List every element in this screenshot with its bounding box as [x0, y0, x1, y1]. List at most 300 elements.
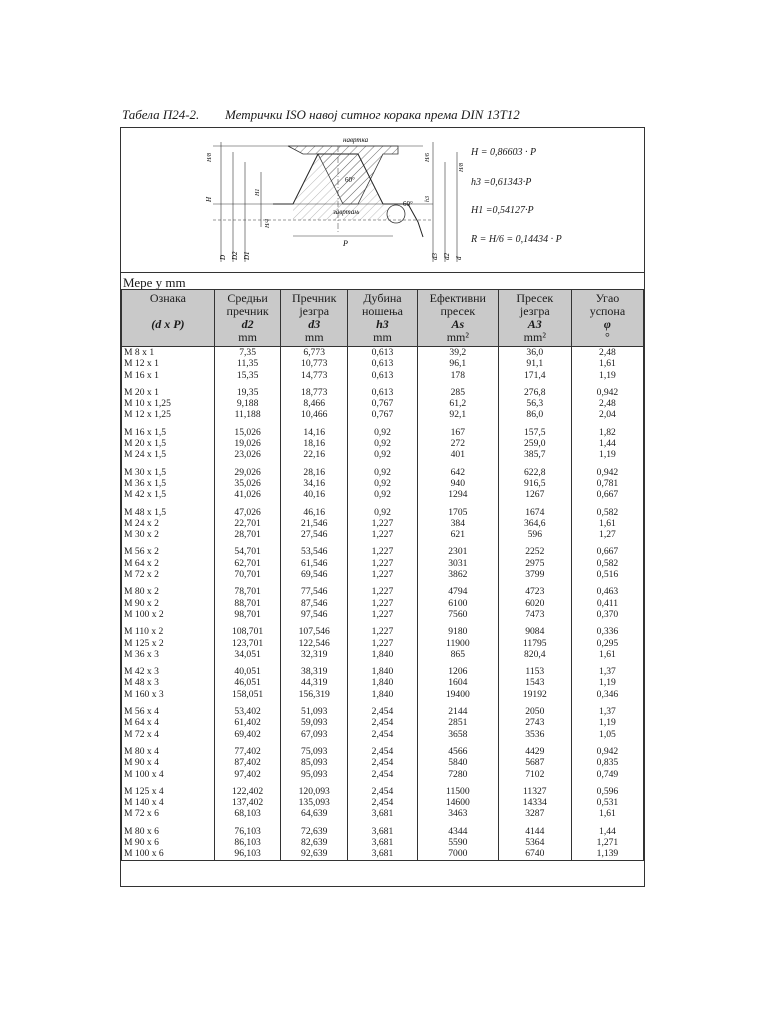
table-cell: 96,1	[417, 358, 498, 369]
header-unit: mm	[304, 330, 324, 344]
header-t1: Ефективни	[429, 291, 486, 305]
table-row	[122, 689, 644, 700]
table-cell: 85,093	[281, 757, 348, 768]
table-cell: 47,026	[214, 501, 281, 518]
table-cell: 0,942	[571, 461, 643, 478]
table-cell: 1,227	[348, 558, 418, 569]
angle-label-2: 60°	[403, 200, 413, 208]
table-cell: 916,5	[498, 478, 571, 489]
table-cell: 158,051	[214, 689, 281, 700]
bolt-label: завртањ	[333, 208, 360, 216]
dim-label-D: D	[219, 254, 227, 260]
table-cell: 1,19	[571, 677, 643, 688]
table-cell: 2851	[417, 717, 498, 728]
table-row	[122, 478, 644, 489]
table-cell: 0,749	[571, 769, 643, 780]
table-cell: 3658	[417, 729, 498, 740]
table-cell: 0,596	[571, 780, 643, 797]
thread-designation: M 72 x 6	[122, 808, 215, 819]
thread-designation: M 24 x 1,5	[122, 449, 215, 460]
table-row	[122, 740, 644, 757]
dim-label-H4: H/4	[265, 219, 271, 228]
table-cell: 0,613	[348, 381, 418, 398]
table-cell: 5364	[498, 837, 571, 848]
table-row	[122, 837, 644, 848]
table-cell: 11,35	[214, 358, 281, 369]
dim-label-d: d	[455, 256, 463, 260]
header-t2: ношења	[361, 304, 403, 318]
table-cell: 1,227	[348, 598, 418, 609]
table-cell: 1,19	[571, 449, 643, 460]
table-row	[122, 461, 644, 478]
header-t1: Средњи	[227, 291, 268, 305]
thread-designation: M 80 x 6	[122, 820, 215, 837]
table-cell: 2301	[417, 540, 498, 557]
table-cell: 1,227	[348, 529, 418, 540]
table-cell: 0,370	[571, 609, 643, 620]
table-cell: 0,336	[571, 620, 643, 637]
table-cell: 32,319	[281, 649, 348, 660]
table-cell: 10,466	[281, 409, 348, 420]
table-cell: 9084	[498, 620, 571, 637]
table-row	[122, 438, 644, 449]
table-cell: 22,701	[214, 518, 281, 529]
table-cell: 1,227	[348, 569, 418, 580]
table-cell: 14334	[498, 797, 571, 808]
table-cell: 91,1	[498, 358, 571, 369]
table-row	[122, 717, 644, 728]
table-cell: 0,613	[348, 347, 418, 359]
thread-designation: M 48 x 1,5	[122, 501, 215, 518]
thread-designation: M 56 x 4	[122, 700, 215, 717]
dim-label-H1: H1	[255, 188, 261, 196]
table-cell: 7000	[417, 848, 498, 860]
thread-designation: M 12 x 1	[122, 358, 215, 369]
table-cell: 2,454	[348, 700, 418, 717]
header-sym: h3	[376, 317, 389, 331]
table-cell: 2,454	[348, 740, 418, 757]
table-cell: 0,582	[571, 558, 643, 569]
table-cell: 1604	[417, 677, 498, 688]
table-cell: 53,546	[281, 540, 348, 557]
formula-R: R = H/6 = 0,14434 · P	[471, 234, 562, 245]
thread-profile-diagram	[121, 128, 644, 273]
table-row	[122, 660, 644, 677]
table-header-row	[122, 290, 644, 347]
table-cell: 6740	[498, 848, 571, 860]
table-cell: 0,411	[571, 598, 643, 609]
table-cell: 1674	[498, 501, 571, 518]
thread-designation: M 36 x 3	[122, 649, 215, 660]
table-cell: 28,701	[214, 529, 281, 540]
thread-designation: M 30 x 2	[122, 529, 215, 540]
table-cell: 401	[417, 449, 498, 460]
thread-designation: M 30 x 1,5	[122, 461, 215, 478]
table-cell: 178	[417, 370, 498, 381]
table-cell: 622,8	[498, 461, 571, 478]
table-cell: 3,681	[348, 848, 418, 860]
table-cell: 3536	[498, 729, 571, 740]
table-cell: 19,026	[214, 438, 281, 449]
formula-h3: h3 =0,61343·P	[471, 177, 532, 188]
table-cell: 0,463	[571, 580, 643, 597]
thread-designation: M 48 x 3	[122, 677, 215, 688]
table-cell: 285	[417, 381, 498, 398]
table-cell: 364,6	[498, 518, 571, 529]
table-cell: 272	[417, 438, 498, 449]
table-row	[122, 558, 644, 569]
units-note: Мере у mm	[123, 275, 186, 290]
table-cell: 108,701	[214, 620, 281, 637]
table-cell: 3031	[417, 558, 498, 569]
dim-label-H: H	[205, 196, 213, 202]
header-unit: mm	[373, 330, 392, 344]
table-cell: 10,773	[281, 358, 348, 369]
table-cell: 0,92	[348, 489, 418, 500]
table-cell: 0,667	[571, 540, 643, 557]
thread-designation: M 125 x 2	[122, 638, 215, 649]
table-row	[122, 529, 644, 540]
table-cell: 11500	[417, 780, 498, 797]
table-row	[122, 638, 644, 649]
table-cell: 11795	[498, 638, 571, 649]
table-cell: 1,44	[571, 438, 643, 449]
header-t2: пресек	[440, 304, 476, 318]
table-cell: 171,4	[498, 370, 571, 381]
dim-label-rH8: H/8	[459, 163, 465, 172]
thread-designation: M 8 x 1	[122, 347, 215, 359]
table-cell: 1,27	[571, 529, 643, 540]
table-row	[122, 489, 644, 500]
table-row	[122, 358, 644, 369]
table-cell: 2,454	[348, 757, 418, 768]
table-cell: 642	[417, 461, 498, 478]
table-cell: 1,271	[571, 837, 643, 848]
header-unit: °	[605, 330, 610, 344]
table-cell: 92,1	[417, 409, 498, 420]
table-cell: 27,546	[281, 529, 348, 540]
table-cell: 62,701	[214, 558, 281, 569]
table-cell: 0,92	[348, 438, 418, 449]
thread-designation: M 90 x 2	[122, 598, 215, 609]
table-cell: 28,16	[281, 461, 348, 478]
table-cell: 0,516	[571, 569, 643, 580]
table-cell: 69,546	[281, 569, 348, 580]
table-cell: 0,346	[571, 689, 643, 700]
table-cell: 38,319	[281, 660, 348, 677]
table-cell: 2050	[498, 700, 571, 717]
thread-designation: M 80 x 4	[122, 740, 215, 757]
table-cell: 1,82	[571, 421, 643, 438]
table-cell: 68,103	[214, 808, 281, 819]
table-cell: 0,92	[348, 461, 418, 478]
table-cell: 19192	[498, 689, 571, 700]
table-row	[122, 649, 644, 660]
table-cell: 7280	[417, 769, 498, 780]
table-cell: 1153	[498, 660, 571, 677]
table-cell: 1294	[417, 489, 498, 500]
table-cell: 3463	[417, 808, 498, 819]
table-row	[122, 780, 644, 797]
table-cell: 36,0	[498, 347, 571, 359]
header-unit: mm²	[523, 330, 546, 344]
table-cell: 21,546	[281, 518, 348, 529]
table-row	[122, 598, 644, 609]
table-cell: 1267	[498, 489, 571, 500]
thread-designation: M 20 x 1,5	[122, 438, 215, 449]
table-row	[122, 569, 644, 580]
header-t1: Пресек	[516, 291, 554, 305]
table-row	[122, 370, 644, 381]
header-sym: φ	[603, 317, 611, 331]
header-sym: d3	[308, 317, 321, 331]
table-cell: 0,92	[348, 501, 418, 518]
table-cell: 0,767	[348, 409, 418, 420]
table-row	[122, 518, 644, 529]
table-cell: 3,681	[348, 837, 418, 848]
formula-H: H = 0,86603 · P	[471, 147, 537, 158]
page-title	[122, 107, 662, 123]
table-cell: 11900	[417, 638, 498, 649]
table-cell: 96,103	[214, 848, 281, 860]
table-cell: 56,3	[498, 398, 571, 409]
header-sym: d2	[241, 317, 254, 331]
table-cell: 14600	[417, 797, 498, 808]
header-t2: пречник	[226, 304, 269, 318]
table-cell: 14,16	[281, 421, 348, 438]
table-cell: 120,093	[281, 780, 348, 797]
table-cell: 1,227	[348, 638, 418, 649]
table-row	[122, 677, 644, 688]
header-t1: Ознака	[149, 291, 186, 305]
table-cell: 4566	[417, 740, 498, 757]
table-cell: 97,546	[281, 609, 348, 620]
column-header	[214, 290, 281, 347]
thread-designation: M 125 x 4	[122, 780, 215, 797]
header-sym: A3	[527, 317, 542, 331]
table-cell: 0,942	[571, 740, 643, 757]
table-cell: 820,4	[498, 649, 571, 660]
table-cell: 6020	[498, 598, 571, 609]
table-cell: 3,681	[348, 808, 418, 819]
column-header	[281, 290, 348, 347]
thread-designation: M 16 x 1	[122, 370, 215, 381]
dim-label-H6: H/6	[425, 153, 431, 162]
table-cell: 1543	[498, 677, 571, 688]
table-cell: 385,7	[498, 449, 571, 460]
angle-label-1: 60°	[345, 176, 355, 184]
table-cell: 18,773	[281, 381, 348, 398]
table-cell: 0,781	[571, 478, 643, 489]
column-header	[122, 290, 215, 347]
table-cell: 5687	[498, 757, 571, 768]
table-cell: 4144	[498, 820, 571, 837]
table-cell: 39,2	[417, 347, 498, 359]
table-cell: 35,026	[214, 478, 281, 489]
table-row	[122, 540, 644, 557]
header-sym: (d x P)	[151, 317, 185, 331]
table-row	[122, 347, 644, 359]
table-cell: 78,701	[214, 580, 281, 597]
thread-designation: M 100 x 2	[122, 609, 215, 620]
table-cell: 1,05	[571, 729, 643, 740]
table-cell: 69,402	[214, 729, 281, 740]
table-cell: 2,04	[571, 409, 643, 420]
table-row	[122, 729, 644, 740]
table-cell: 1,44	[571, 820, 643, 837]
table-cell: 51,093	[281, 700, 348, 717]
table-cell: 40,051	[214, 660, 281, 677]
table-cell: 2252	[498, 540, 571, 557]
thread-designation: M 42 x 3	[122, 660, 215, 677]
header-t1: Дубина	[363, 291, 402, 305]
thread-designation: M 42 x 1,5	[122, 489, 215, 500]
table-cell: 77,546	[281, 580, 348, 597]
table-row	[122, 398, 644, 409]
table-cell: 82,639	[281, 837, 348, 848]
thread-designation: M 110 x 2	[122, 620, 215, 637]
table-cell: 87,546	[281, 598, 348, 609]
table-cell: 1705	[417, 501, 498, 518]
table-cell: 384	[417, 518, 498, 529]
table-cell: 14,773	[281, 370, 348, 381]
table-row	[122, 409, 644, 420]
table-cell: 87,402	[214, 757, 281, 768]
header-t2: језгра	[519, 304, 550, 318]
table-cell: 3799	[498, 569, 571, 580]
table-cell: 61,402	[214, 717, 281, 728]
table-title: Метрички ISO навој ситног корака према DIN 13T12	[225, 107, 520, 122]
table-cell: 1,61	[571, 808, 643, 819]
table-row	[122, 700, 644, 717]
table-cell: 1,227	[348, 620, 418, 637]
table-cell: 22,16	[281, 449, 348, 460]
thread-designation: M 100 x 4	[122, 769, 215, 780]
thread-designation: M 36 x 1,5	[122, 478, 215, 489]
table-cell: 0,531	[571, 797, 643, 808]
table-cell: 2,48	[571, 347, 643, 359]
table-cell: 11327	[498, 780, 571, 797]
thread-designation: M 140 x 4	[122, 797, 215, 808]
column-header	[571, 290, 643, 347]
table-cell: 2,454	[348, 769, 418, 780]
table-cell: 0,667	[571, 489, 643, 500]
table-cell: 1,61	[571, 649, 643, 660]
table-cell: 5840	[417, 757, 498, 768]
table-row	[122, 769, 644, 780]
header-sym: As	[451, 317, 465, 331]
thread-designation: M 10 x 1,25	[122, 398, 215, 409]
table-cell: 72,639	[281, 820, 348, 837]
table-row	[122, 381, 644, 398]
table-cell: 0,613	[348, 370, 418, 381]
dim-label-D1: D1	[243, 251, 251, 260]
table-row	[122, 609, 644, 620]
table-cell: 53,402	[214, 700, 281, 717]
table-cell: 122,402	[214, 780, 281, 797]
thread-designation: M 160 x 3	[122, 689, 215, 700]
table-cell: 1,37	[571, 700, 643, 717]
table-cell: 77,402	[214, 740, 281, 757]
table-cell: 7102	[498, 769, 571, 780]
table-cell: 19400	[417, 689, 498, 700]
pitch-label: P	[343, 239, 348, 248]
table-cell: 41,026	[214, 489, 281, 500]
table-cell: 88,701	[214, 598, 281, 609]
thread-profile-drawing	[193, 132, 468, 268]
header-unit	[123, 331, 213, 344]
table-row	[122, 808, 644, 819]
table-cell: 1,840	[348, 660, 418, 677]
table-cell: 76,103	[214, 820, 281, 837]
table-cell: 276,8	[498, 381, 571, 398]
dim-label-H8: H/8	[207, 153, 213, 162]
table-cell: 44,319	[281, 677, 348, 688]
thread-table	[121, 289, 644, 861]
table-row	[122, 580, 644, 597]
table-cell: 135,093	[281, 797, 348, 808]
header-t2: језгра	[299, 304, 330, 318]
table-cell: 34,051	[214, 649, 281, 660]
table-cell: 7560	[417, 609, 498, 620]
table-cell: 2975	[498, 558, 571, 569]
table-cell: 1206	[417, 660, 498, 677]
table-cell: 9180	[417, 620, 498, 637]
table-cell: 940	[417, 478, 498, 489]
table-cell: 2,454	[348, 717, 418, 728]
table-cell: 15,026	[214, 421, 281, 438]
table-cell: 0,613	[348, 358, 418, 369]
table-cell: 0,835	[571, 757, 643, 768]
table-cell: 1,61	[571, 358, 643, 369]
table-cell: 11,188	[214, 409, 281, 420]
table-cell: 0,92	[348, 478, 418, 489]
table-cell: 59,093	[281, 717, 348, 728]
table-cell: 1,840	[348, 689, 418, 700]
thread-designation: M 90 x 4	[122, 757, 215, 768]
table-cell: 2,454	[348, 780, 418, 797]
table-cell: 3862	[417, 569, 498, 580]
table-row	[122, 757, 644, 768]
header-t2: успона	[589, 304, 626, 318]
formula-H1: H1 =0,54127·P	[471, 205, 534, 216]
table-cell: 2,454	[348, 797, 418, 808]
table-cell: 4429	[498, 740, 571, 757]
table-cell: 5590	[417, 837, 498, 848]
table-cell: 1,227	[348, 540, 418, 557]
table-cell: 3287	[498, 808, 571, 819]
table-cell: 67,093	[281, 729, 348, 740]
table-row	[122, 848, 644, 860]
table-cell: 86,103	[214, 837, 281, 848]
dim-label-d3: d3	[431, 253, 439, 260]
table-cell: 2,454	[348, 729, 418, 740]
table-cell: 0,582	[571, 501, 643, 518]
table-cell: 7473	[498, 609, 571, 620]
table-cell: 1,840	[348, 649, 418, 660]
table-frame	[120, 127, 645, 887]
table-cell: 7,35	[214, 347, 281, 359]
thread-designation: M 24 x 2	[122, 518, 215, 529]
table-cell: 9,188	[214, 398, 281, 409]
table-cell: 98,701	[214, 609, 281, 620]
table-cell: 1,840	[348, 677, 418, 688]
thread-designation: M 90 x 6	[122, 837, 215, 848]
thread-designation: M 64 x 4	[122, 717, 215, 728]
table-cell: 4794	[417, 580, 498, 597]
header-unit: mm	[238, 330, 257, 344]
table-row	[122, 501, 644, 518]
